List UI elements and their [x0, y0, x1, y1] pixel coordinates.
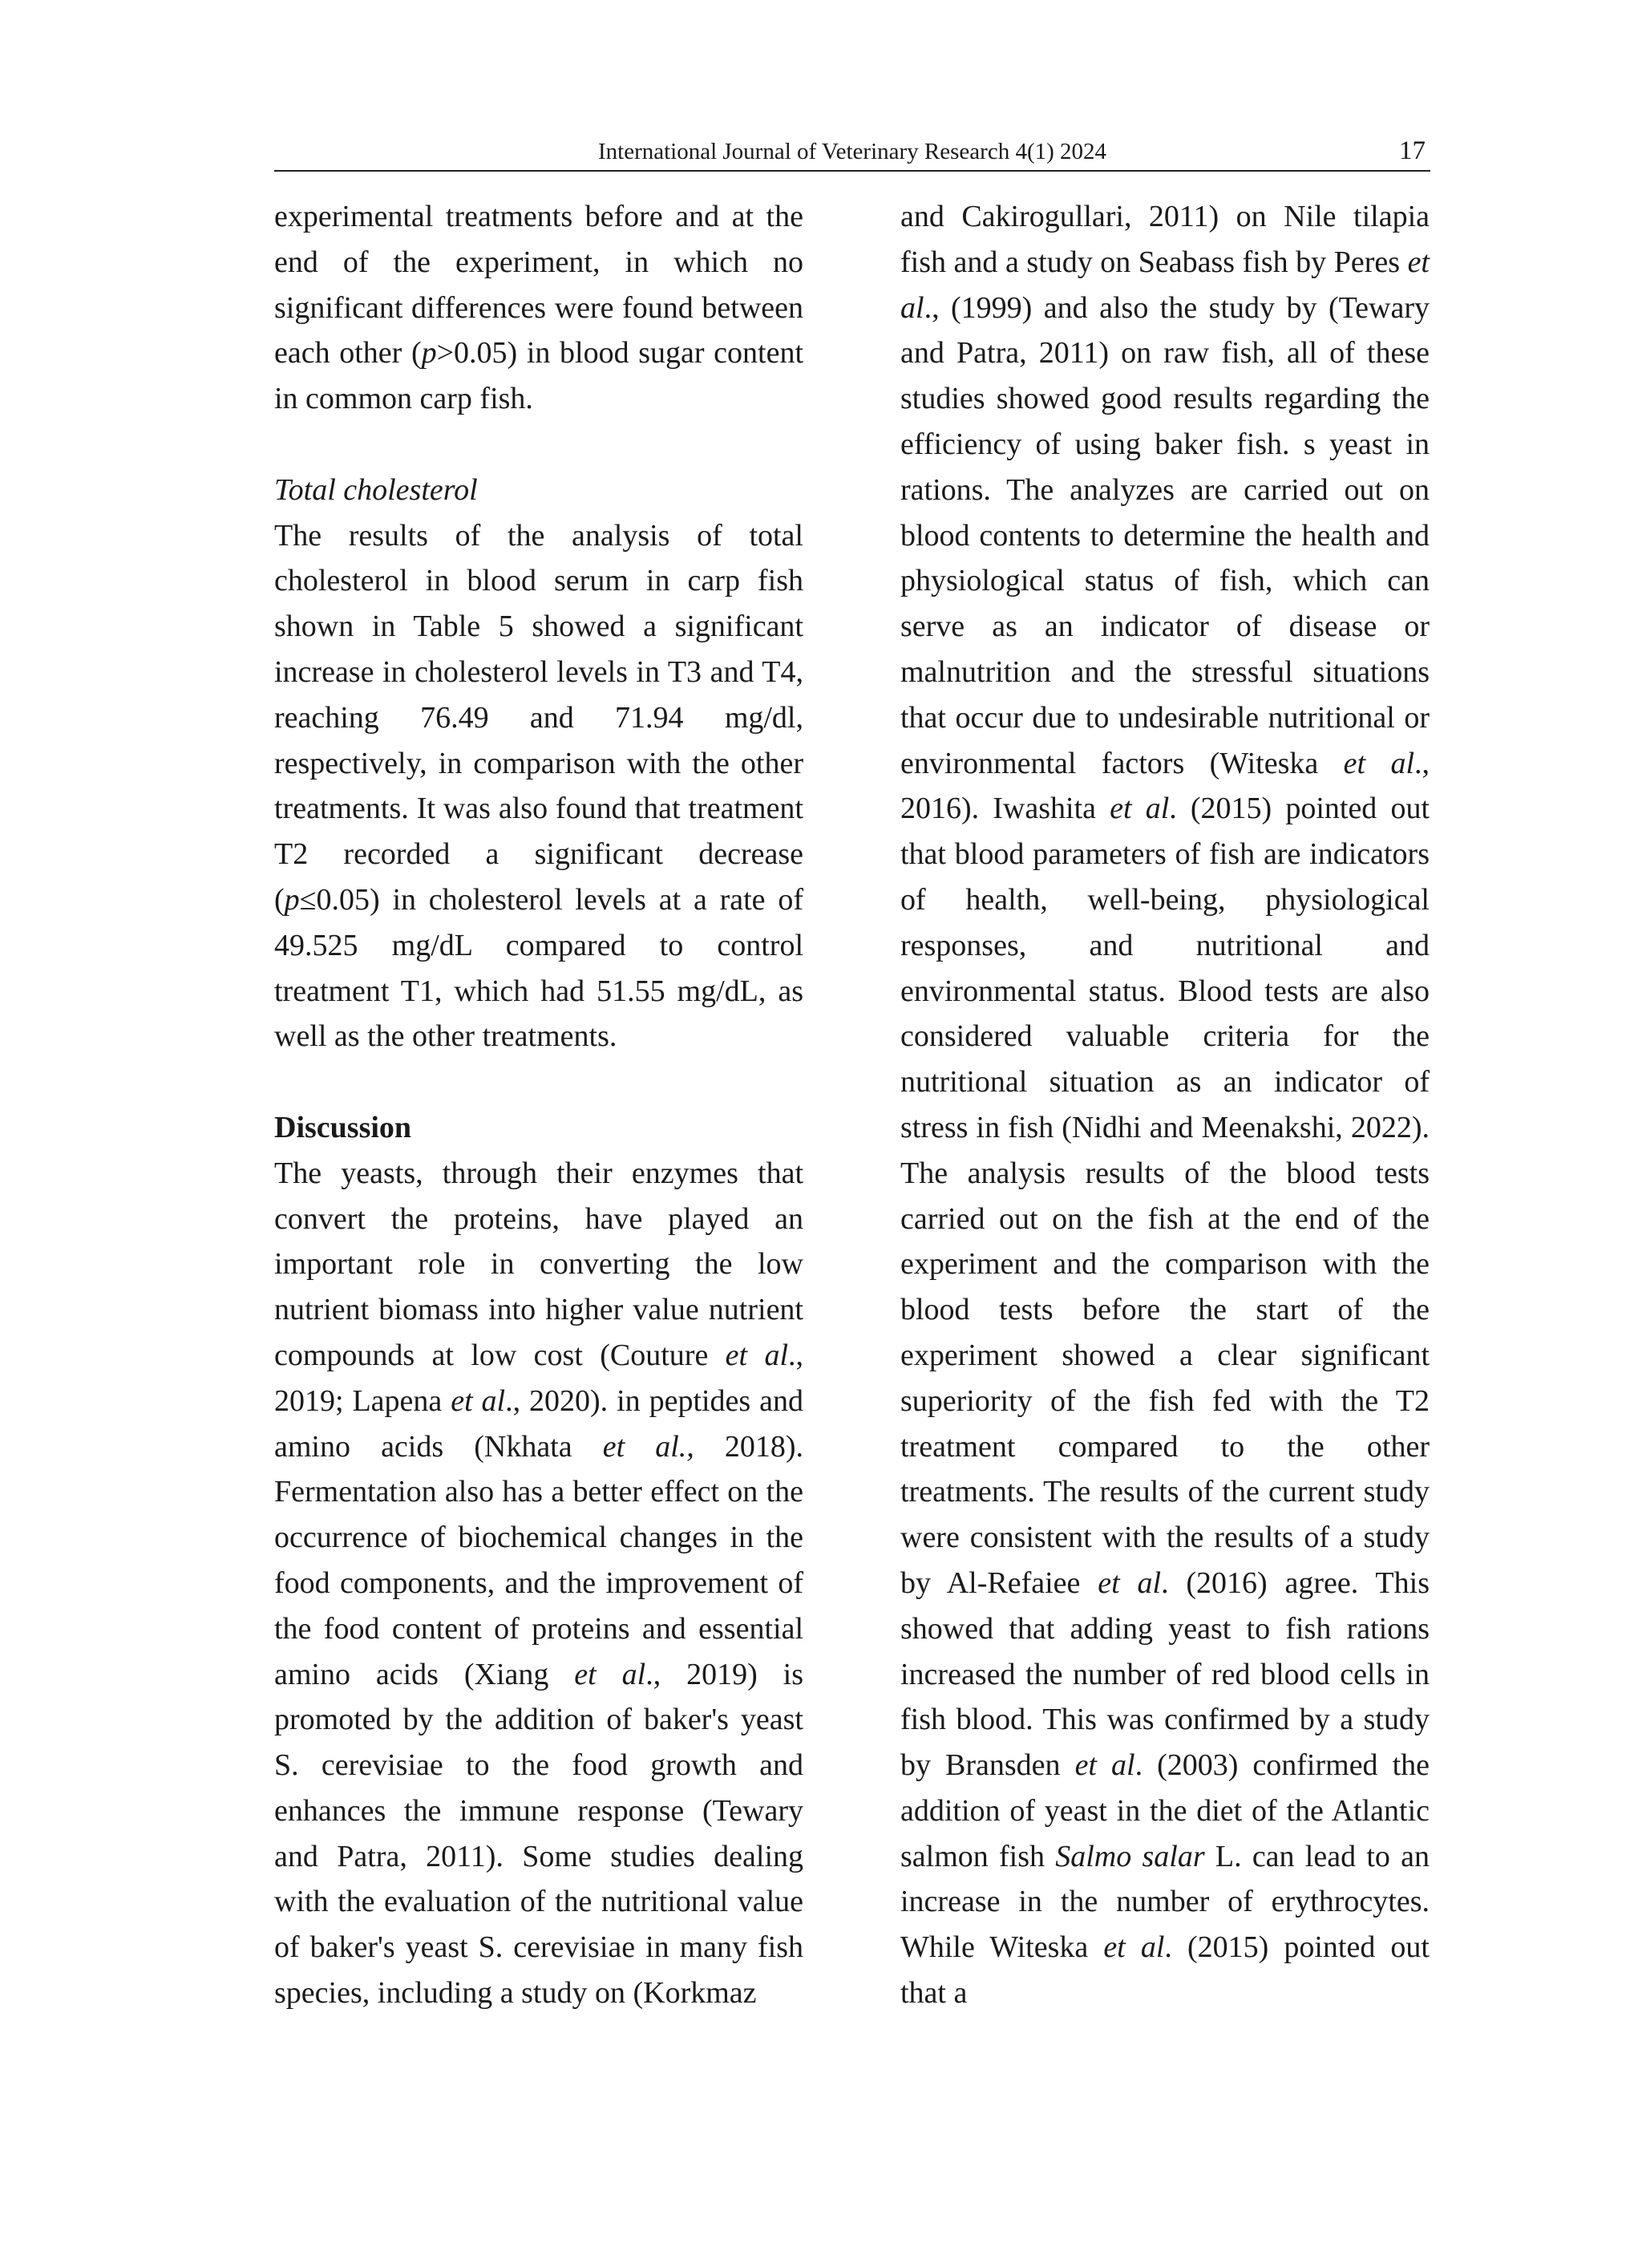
paragraph-discussion-continued — [900, 194, 1430, 2016]
text-run: ., 2016). Iwashita — [900, 746, 1430, 826]
paragraph-blood-sugar — [274, 194, 803, 422]
italic-run: et al — [725, 1338, 788, 1372]
paragraph-discussion — [274, 1151, 803, 2016]
italic-run: et al — [1098, 1565, 1162, 1600]
text-run: . (2003) confirmed the addition of yeast in the diet of the Atlantic salmon fish — [900, 1748, 1430, 1873]
text-run: . (2015) pointed out that a — [900, 1930, 1430, 2011]
page-number: 17 — [1399, 136, 1426, 165]
text-run: and Cakirogullari, 2011) on Nile tilapia fish and a study on Seabass fish by Peres — [900, 200, 1430, 279]
page-header — [274, 135, 1430, 172]
text-run: >0.05) in blood sugar content in common carp fish. — [274, 336, 803, 416]
text-run: ., (1999) and also the study by (Tewary and Patra, 2011) on raw fish, all of these studies showed good results regarding the efficiency of using baker fish. s yeast in rations. The analyzes are carried out on blood contents to determine the health and physiological status of fish, which can serve as an indicator of disease or malnutrition and the stressful situations that occur due to undesirable nutritional or environmental factors (Witeska — [900, 290, 1430, 780]
italic-run: Salmo salar — [1055, 1839, 1205, 1873]
italic-run: et al — [1103, 1930, 1165, 1965]
paragraph-total-cholesterol — [274, 513, 803, 1060]
heading-discussion: Discussion — [274, 1110, 412, 1144]
text-run: ., 2020). in peptides and amino acids (Nkhata — [274, 1383, 803, 1464]
left-column — [274, 194, 803, 2016]
text-run: ., 2019; Lapena — [274, 1338, 803, 1418]
italic-run: p — [421, 336, 437, 371]
text-run: ≤0.05) in cholesterol levels at a rate of 49.525 mg/dL compared to control treatment T1, which had 51.55 mg/dL, as well as the other treatments. — [274, 882, 803, 1054]
italic-run: et al — [1074, 1748, 1135, 1783]
text-run: ., 2019) is promoted by the addition of baker's yeast S. cerevisiae to the food growth and enhances the immune response (Tewary and Patra, 2011). Some studies dealing with the evaluation of the nutritional value of baker's yeast S. cerevisiae in many fish species, including a study on (Korkmaz — [274, 1657, 803, 2011]
text-run: L. can lead to an increase in the number of erythrocytes. While Witeska — [900, 1839, 1430, 1965]
italic-run: et al — [1343, 746, 1414, 780]
italic-run: et al — [1110, 792, 1170, 826]
heading-total-cholesterol: Total cholesterol — [274, 472, 478, 507]
italic-run: et al., — [602, 1429, 694, 1464]
text-run: The results of the analysis of total cholesterol in blood serum in carp fish shown in Table 5 showed a significant increase in cholesterol levels in T3 and T4, reaching 76.49 and 71.94 mg/dl, respectively, in comparison with the other treatments. It was also found that treatment T2 recorded a significant decrease ( — [274, 518, 803, 917]
right-column — [900, 194, 1430, 2016]
italic-run: et al — [574, 1657, 646, 1691]
text-run: 2018). Fermentation also has a better effect on the occurrence of biochemical changes in the food components, and the improvement of the food content of proteins and essential amino acids (Xiang — [274, 1429, 804, 1691]
italic-run: et al — [900, 245, 1430, 325]
text-run: The yeasts, through their enzymes that convert the proteins, have played an important role in converting the low nutrient biomass into higher value nutrient compounds at low cost (Couture — [274, 1156, 803, 1372]
text-run: experimental treatments before and at the end of the experiment, in which no significant differences were found between each other ( — [274, 200, 803, 371]
italic-run: et al — [451, 1383, 506, 1418]
journal-title: International Journal of Veterinary Research 4(1) 2024 — [597, 139, 1107, 164]
italic-run: p — [284, 882, 300, 917]
text-run: . (2016) agree. This showed that adding yeast to fish rations increased the number of red blood cells in fish blood. This was confirmed by a study by Bransden — [900, 1565, 1430, 1783]
text-run: . (2015) pointed out that blood parameters of fish are indicators of health, well-being, physiological responses, and nutritional and environmental status. Blood tests are also considered valuable criteria for the nutritional situation as an indicator of stress in fish (Nidhi and Meenakshi, 2022). The analysis results of the blood tests carried out on the fish at the end of the experiment and the comparison with the blood tests before the start of the experiment showed a clear significant superiority of the fish fed with the T2 treatment compared to the other treatments. The results of the current study were consistent with the results of a study by Al-Refaiee — [900, 792, 1430, 1600]
